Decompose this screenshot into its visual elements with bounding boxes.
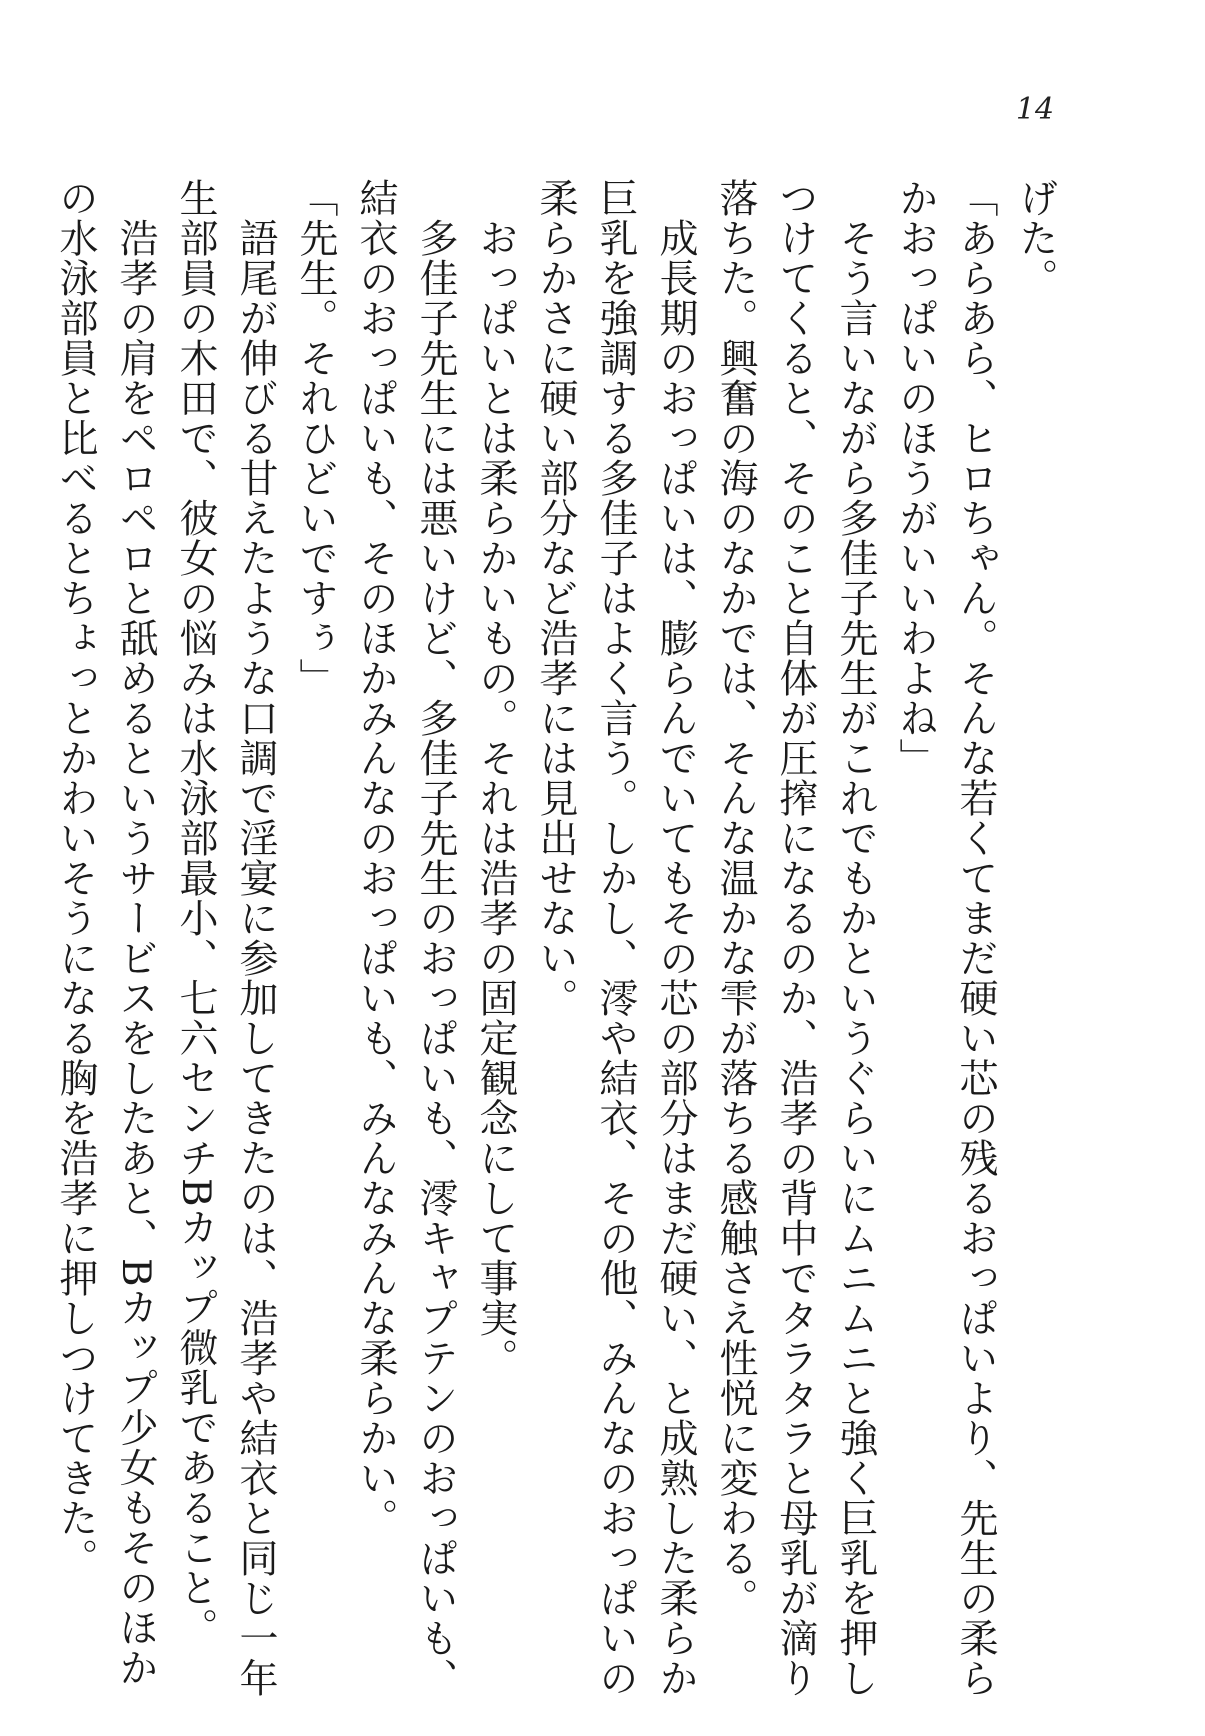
text-line: 多佳子先生には悪いけど、多佳子先生のおっぱいも、澪キャプテンのおっぱいも、 — [413, 178, 458, 1698]
text-line: の水泳部員と比べるとちょっとかわいそうになる胸を浩孝に押しつけてきた。 — [53, 178, 98, 1578]
text-line: 「先生。それひどいですぅ」 — [293, 178, 338, 698]
page-number: 14 — [1015, 92, 1055, 127]
text-line: 「あらあら、ヒロちゃん。そんな若くてまだ硬い芯の残るおっぱいより、先生の柔ら — [953, 178, 998, 1698]
text-line: げた。 — [1013, 178, 1058, 298]
text-line: 語尾が伸びる甘えたような口調で淫宴に参加してきたのは、浩孝や結衣と同じ一年 — [233, 178, 278, 1698]
body-text — [53, 178, 1065, 1698]
text-line: 巨乳を強調する多佳子はよく言う。しかし、澪や結衣、その他、みんなのおっぱいの — [593, 178, 638, 1698]
text-line: 浩孝の肩をペロペロと舐めるというサービスをしたあと、Bカップ少女もそのほか — [113, 178, 158, 1688]
text-line: 柔らかさに硬い部分など浩孝には見出せない。 — [533, 178, 578, 1018]
text-line: 生部員の木田で、彼女の悩みは水泳部最小、七六センチBカップ微乳であること。 — [173, 178, 218, 1648]
text-line: 結衣のおっぱいも、そのほかみんなのおっぱいも、みんなみんな柔らかい。 — [353, 178, 398, 1538]
text-line: 落ちた。興奮の海のなかでは、そんな温かな雫が落ちる感触さえ性悦に変わる。 — [713, 178, 758, 1618]
text-line: つけてくると、そのこと自体が圧搾になるのか、浩孝の背中でタラタラと母乳が滴り — [773, 178, 818, 1698]
text-line: おっぱいとは柔らかいもの。それは浩孝の固定観念にして事実。 — [473, 178, 518, 1378]
text-line: 成長期のおっぱいは、膨らんでいてもその芯の部分はまだ硬い、と成熟した柔らか — [653, 178, 698, 1698]
text-line: そう言いながら多佳子先生がこれでもかというぐらいにムニムニと強く巨乳を押し — [833, 178, 878, 1698]
text-line: かおっぱいのほうがいいわよね」 — [893, 178, 938, 778]
